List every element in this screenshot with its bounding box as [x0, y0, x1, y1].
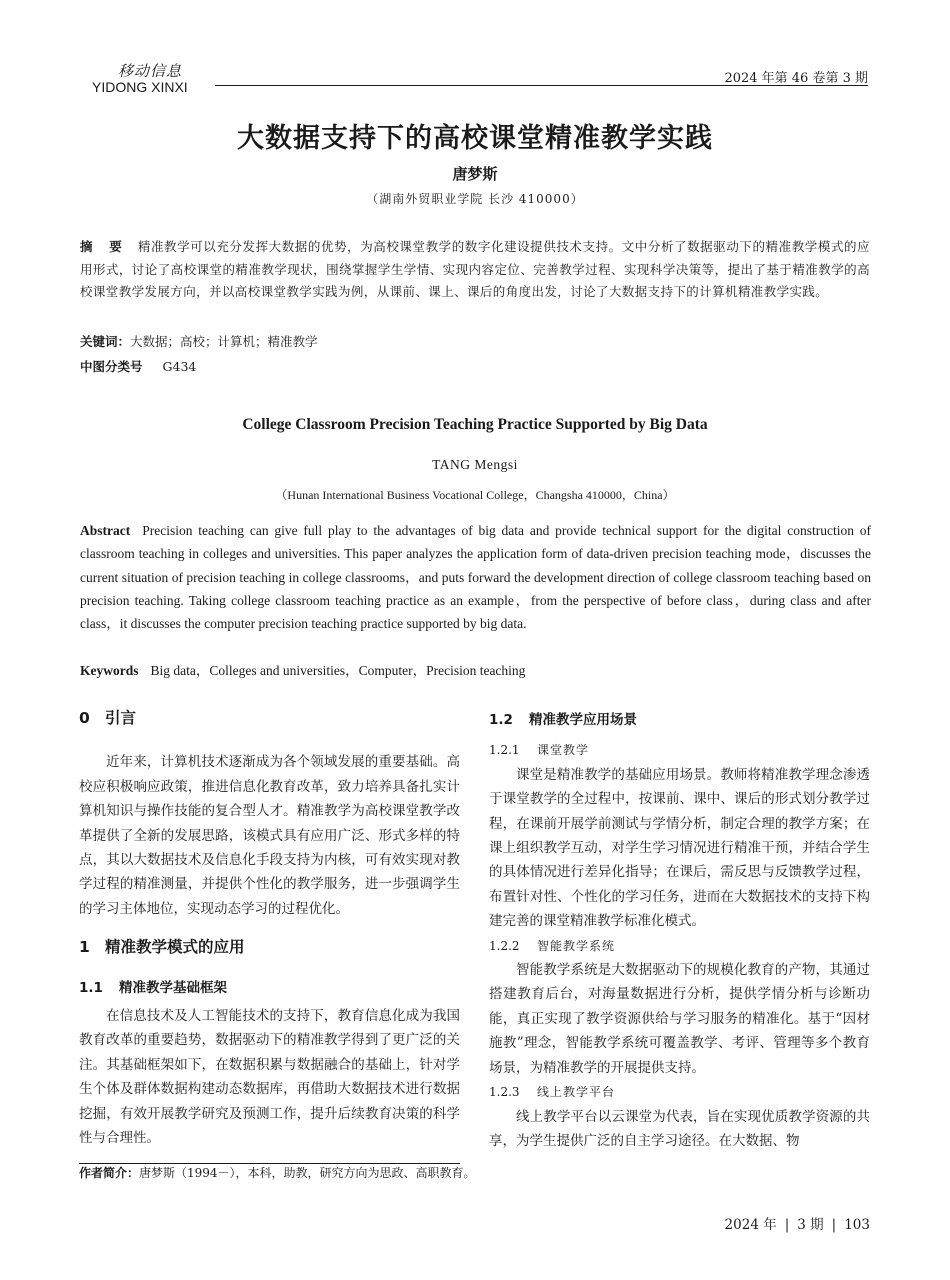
footer-separator: |: [784, 1217, 790, 1233]
page-number: 103: [844, 1217, 870, 1233]
issue-info: 2024 年第 46 卷第 3 期: [724, 71, 868, 86]
keywords-en: [80, 659, 525, 679]
classification-number: [80, 357, 196, 375]
author-footnote: [79, 1164, 476, 1181]
abstract-en: [80, 519, 871, 635]
abstract-cn-text: 精准教学可以充分发挥大数据的优势，为高校课堂教学的数字化建设提供技术支持。文中分析了数据驱动下的精准教学模式的应用形式，讨论了高校课堂的精准教学现状，围绕掌握学生学情、实现内容定位、完善教学过程、实现科学决策等，提出了基于精准教学的高校课堂教学发展方向，并以高校课堂教学实践为例，从课前、课上、课后的角度出发，讨论了大数据支持下的计算机精准教学实践。: [80, 239, 870, 299]
keywords-en-text: Big data，Colleges and universities，Computer，Precision teaching: [150, 663, 526, 678]
paragraph: 近年来，计算机技术逐渐成为各个领域发展的重要基础。高校应积极响应政策，推进信息化教育改革，致力培养具备扎实计算机知识与操作技能的复合型人才。精准教学为高校课堂教学改革提供了全新的发展思路，该模式具有应用广泛、形式多样的特点，其以大数据技术及信息化手段支持为内核，可有效实现对教学过程的精准测量，并提供个性化的教学服务，进一步强调学生的学习主体地位，实现动态学习的过程优化。: [79, 754, 460, 917]
footer-year: 2024 年: [724, 1217, 777, 1233]
subsection-number: 1.2: [489, 712, 513, 728]
footnote-label: 作者简介：: [79, 1166, 140, 1180]
abstract-en-label: Abstract: [80, 523, 131, 538]
footer-issue: 3 期: [797, 1217, 824, 1233]
page-footer: [725, 1213, 870, 1233]
journal-name-cn: 移动信息: [118, 62, 183, 80]
section-heading: [79, 935, 460, 959]
section-number: 0: [79, 709, 90, 727]
abstract-en-text: Precision teaching can give full play to the advantages of big data and provide technical support for the digital construction of classroom teaching in colleges and universities. This paper analyzes the application form of data-driven precision teaching mode，discusses the current situation of precision teaching in college classrooms，and puts forward the development direction of college classroom teaching based on precision teaching. Taking college classroom teaching practice as an example，from the perspective of before class，during class and after class，it discusses the computer precision teaching practice supported by big data.: [80, 523, 871, 632]
subsubsection-heading: [489, 1080, 870, 1104]
right-column: [489, 708, 870, 1153]
subsubsection-number: 1.2.3: [489, 1085, 520, 1100]
subsection-title: 精准教学应用场景: [529, 712, 637, 728]
left-column: [79, 706, 460, 1151]
subsection-title: 精准教学基础框架: [119, 979, 227, 996]
footer-separator: |: [831, 1217, 837, 1233]
paragraph: 智能教学系统是大数据驱动下的规模化教育的产物，其通过搭建教育后台，对海量数据进行分析，提供学情分析与诊断功能，真正实现了教学资源供给与学习服务的精准化。基于“因材施教”理念，智能教学系统可覆盖教学、考评、管理等多个教育场景，为精准教学的开展提供支持。: [489, 962, 870, 1076]
subsubsection-title: 线上教学平台: [537, 1085, 616, 1100]
abstract-cn-label: 摘 要: [80, 239, 128, 254]
affiliation: （湖南外贸职业学院 长沙 410000）: [366, 192, 584, 206]
keywords-en-label: Keywords: [80, 663, 139, 678]
subsubsection-title: 课堂教学: [537, 743, 590, 758]
subsection-heading: [79, 976, 460, 1000]
section-title: 引言: [105, 709, 137, 727]
keywords-cn: [80, 332, 318, 350]
english-author: TANG Mengsi: [432, 457, 518, 472]
english-title: College Classroom Precision Teaching Practice Supported by Big Data: [242, 416, 708, 433]
section-title: 精准教学模式的应用: [105, 938, 245, 957]
english-affiliation: （Hunan International Business Vocational College，Changsha 410000，China）: [275, 488, 675, 502]
subsubsection-number: 1.2.1: [489, 743, 520, 758]
subsubsection-number: 1.2.2: [489, 938, 520, 953]
clc-value: G434: [162, 359, 197, 374]
author: 唐梦斯: [452, 165, 498, 183]
subsubsection-heading: [489, 738, 870, 762]
subsection-heading: [489, 708, 870, 732]
subsubsection-title: 智能教学系统: [537, 938, 616, 953]
subsubsection-heading: [489, 934, 870, 958]
clc-label: 中图分类号: [80, 359, 143, 374]
keywords-cn-label: 关键词：: [80, 334, 131, 349]
paragraph: 线上教学平台以云课堂为代表，旨在实现优质教学资源的共享，为学生提供广泛的自主学习途径。在大数据、物: [489, 1108, 870, 1149]
abstract-cn: [80, 236, 870, 304]
section-number: 1: [79, 938, 90, 957]
paper-title: 大数据支持下的高校课堂精准教学实践: [237, 123, 713, 154]
footnote-text: 唐梦斯（1994－），本科，助教，研究方向为思政、高职教育。: [139, 1166, 476, 1180]
section-heading: [79, 706, 460, 730]
paragraph: 在信息技术及人工智能技术的支持下，教育信息化成为我国教育改革的重要趋势，数据驱动下的精准教学得到了更广泛的关注。其基础框架如下，在数据积累与数据融合的基础上，针对学生个体及群体数据构建动态数据库，再借助大数据技术进行数据挖掘，有效开展教学研究及预测工作，提升后续教育决策的科学性与合理性。: [79, 1008, 460, 1147]
paragraph: 课堂是精准教学的基础应用场景。教师将精准教学理念渗透于课堂教学的全过程中，按课前、课中、课后的形式划分教学过程，在课前开展学前测试与学情分析，制定合理的教学方案；在课上组织教学互动，对学生学习情况进行精准干预，并结合学生的具体情况进行差异化指导；在课后，需反思与反馈教学过程，布置针对性、个性化的学习任务，进而在大数据技术的支持下构建完善的课堂精准教学标准化模式。: [489, 766, 870, 930]
subsection-number: 1.1: [79, 979, 103, 996]
journal-name-en: YIDONG XINXI: [92, 79, 188, 95]
keywords-cn-text: 大数据；高校；计算机；精准教学: [130, 334, 318, 349]
